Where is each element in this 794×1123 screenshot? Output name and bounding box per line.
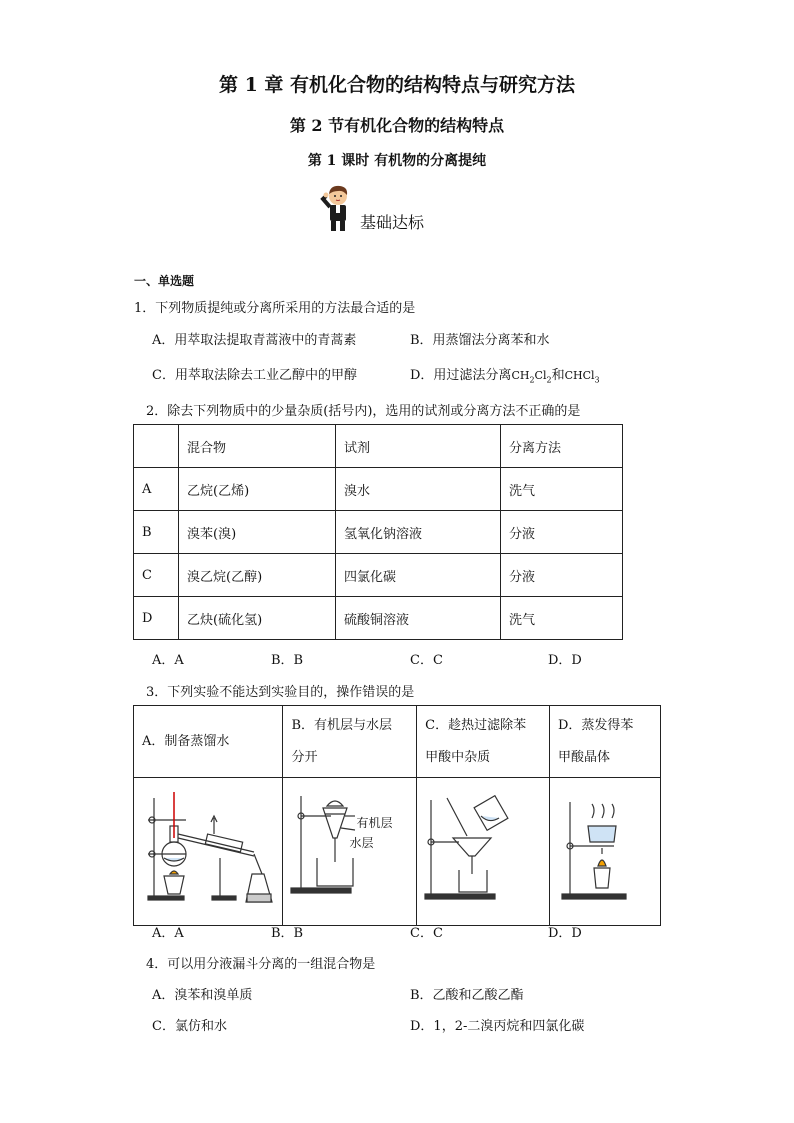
table-row: 混合物 试剂 分离方法 [134, 425, 623, 468]
q3-stem: 3．下列实验不能达到实验目的，操作错误的是 [146, 685, 415, 700]
table-row: A．制备蒸馏水 B．有机层与水层 分开 C．趁热过滤除苯 甲酸中杂质 D．蒸发得苯 甲酸晶体 [134, 706, 661, 778]
q4-option-b: B．乙酸和乙酸乙酯 [410, 988, 524, 1003]
table-row: A 乙烷(乙烯) 溴水 洗气 [134, 468, 623, 511]
evaporation-apparatus-icon [550, 778, 660, 912]
badge-label: 基础达标 [360, 213, 425, 232]
q2-option-b: B．B [271, 653, 304, 668]
q2-option-a: A．A [152, 653, 184, 668]
distillation-apparatus-icon [134, 778, 282, 912]
q2-option-c: C．C [410, 653, 443, 668]
q2-table [133, 424, 623, 640]
q1-option-b: B．用蒸馏法分离苯和水 [410, 333, 550, 348]
q2-stem: 2．除去下列物质中的少量杂质(括号内)，选用的试剂或分离方法不正确的是 [146, 404, 581, 419]
table-row: D 乙炔(硫化氢) 硫酸铜溶液 洗气 [134, 597, 623, 640]
q4-option-c: C．氯仿和水 [152, 1019, 227, 1034]
hot-filtration-icon [417, 778, 547, 912]
lesson-title: 第 1 课时 有机物的分离提纯 [307, 153, 487, 169]
q1-option-d: D．用过滤法分离$CH_2Cl_2$和CHCl$_3$ [410, 368, 600, 385]
q4-option-d: D．1，2-二溴丙烷和四氯化碳 [410, 1019, 585, 1034]
table-row [134, 778, 661, 926]
student-thinking-icon [316, 184, 356, 232]
q3-option-a: A．A [152, 926, 184, 941]
chapter-title: 第 1 章 有机化合物的结构特点与研究方法 [218, 74, 576, 96]
q3-option-c: C．C [410, 926, 443, 941]
table-row: C 溴乙烷(乙醇) 四氯化碳 分液 [134, 554, 623, 597]
q1-option-a: A．用萃取法提取青蒿液中的青蒿素 [152, 333, 357, 348]
q4-stem: 4．可以用分液漏斗分离的一组混合物是 [146, 957, 376, 972]
section-heading: 一、单选题 [134, 274, 195, 288]
section-title: 第 2 节有机化合物的结构特点 [289, 116, 505, 135]
water-layer-label: 水层 [349, 836, 374, 850]
q1-stem: 1．下列物质提纯或分离所采用的方法最合适的是 [134, 301, 416, 316]
q3-option-b: B．B [271, 926, 304, 941]
q3-option-d: D．D [548, 926, 582, 941]
organic-layer-label: 有机层 [356, 816, 393, 830]
separatory-funnel-icon [283, 778, 413, 912]
foundation-badge [316, 184, 476, 234]
q3-table [133, 705, 661, 926]
q2-option-d: D．D [548, 653, 582, 668]
table-row: B 溴苯(溴) 氢氧化钠溶液 分液 [134, 511, 623, 554]
q4-option-a: A．溴苯和溴单质 [152, 988, 253, 1003]
q1-option-c: C．用萃取法除去工业乙醇中的甲醇 [152, 368, 357, 383]
